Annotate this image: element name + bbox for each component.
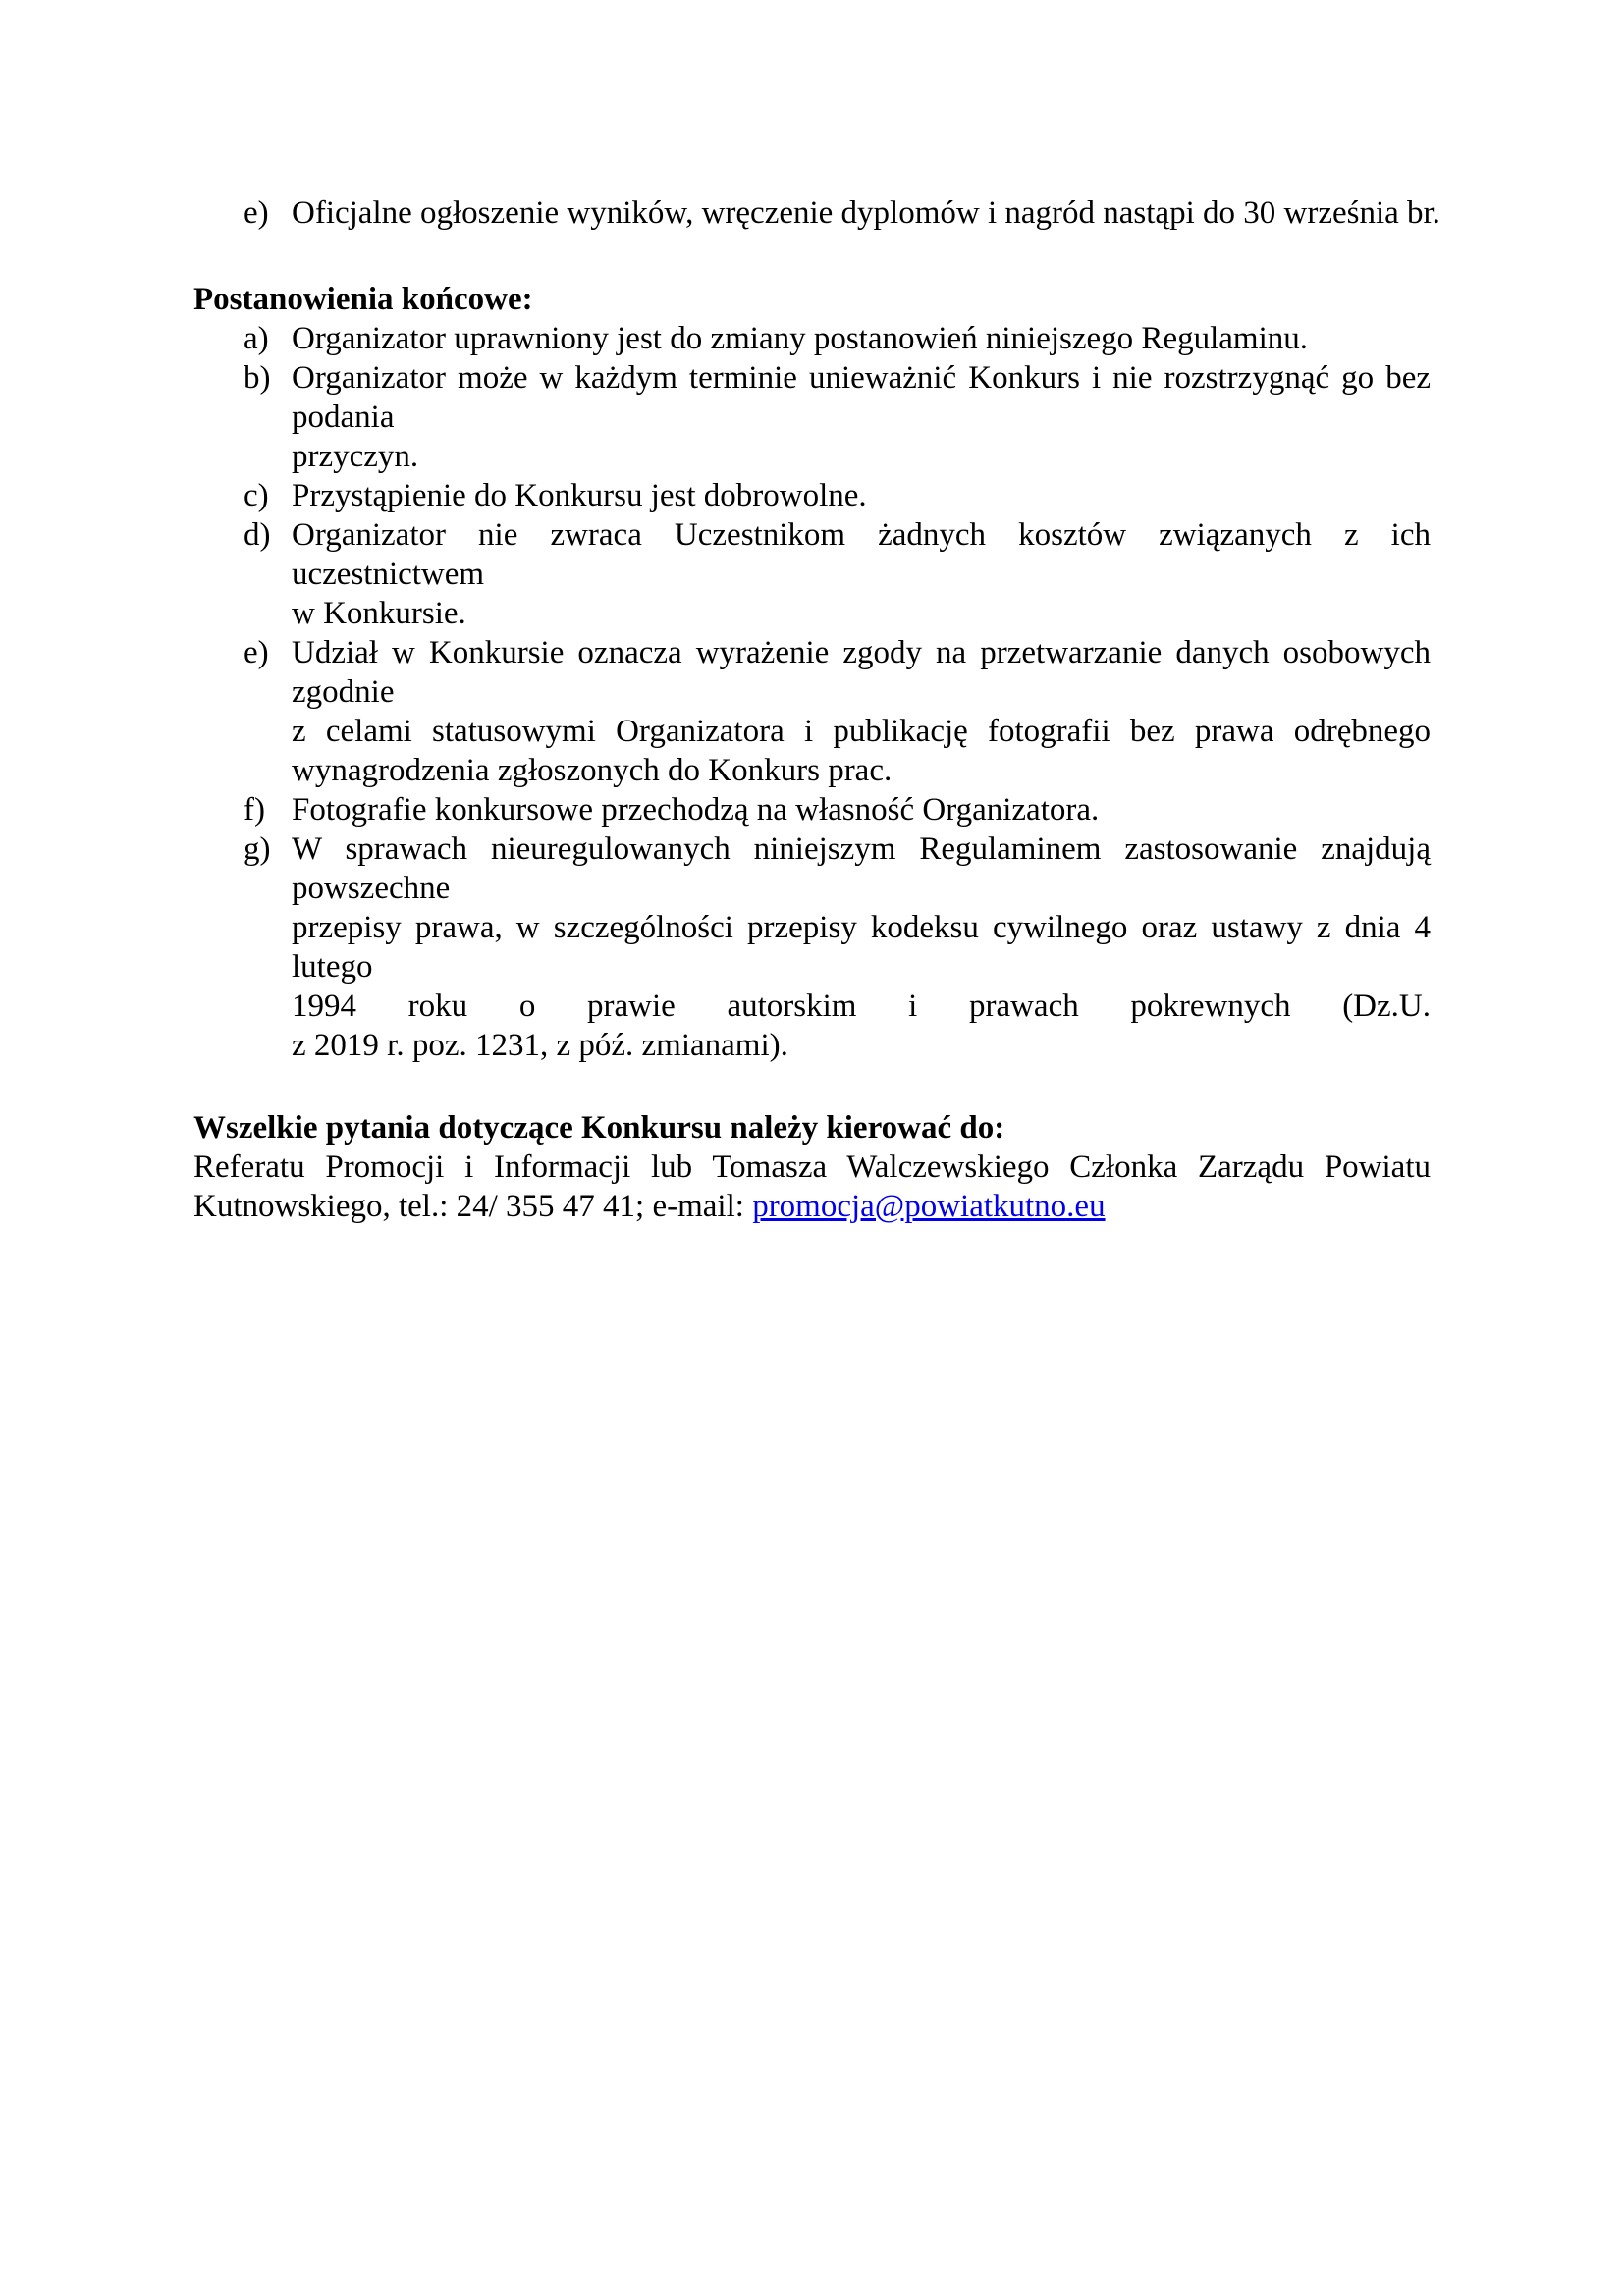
contact-line <box>193 1187 1431 1226</box>
list-item <box>193 476 1431 515</box>
section-heading-contact: Wszelkie pytania dotyczące Konkursu należy kierować do: <box>193 1110 1005 1146</box>
contact-line-prefix: Kutnowskiego, tel.: 24/ 355 47 41; e-mail: <box>193 1189 753 1224</box>
list-item-line: W sprawach nieuregulowanych niniejszym Regulaminem zastosowanie znajdują powszechne <box>292 831 1431 906</box>
list-item <box>193 790 1431 829</box>
list-item <box>193 633 1431 790</box>
list-item <box>193 515 1431 633</box>
list-item-marker: a) <box>244 321 269 356</box>
list-item <box>193 829 1431 1065</box>
document-content <box>193 193 1440 1226</box>
list-item-marker: e) <box>244 195 269 231</box>
list-item-line: Organizator może w każdym terminie unieważnić Konkurs i nie rozstrzygnąć go bez podania <box>292 360 1431 435</box>
list-item-line: Fotografie konkursowe przechodzą na własność Organizatora. <box>292 792 1100 828</box>
list-item-line: z celami statusowymi Organizatora i publikację fotografii bez prawa odrębnego <box>292 714 1431 749</box>
list-item <box>193 319 1431 358</box>
list-item-marker: b) <box>244 360 271 396</box>
list-item-line: wynagrodzenia zgłoszonych do Konkurs prac. <box>292 753 893 788</box>
list-item-marker: g) <box>244 831 271 867</box>
list-item-line: w Konkursie. <box>292 596 466 631</box>
list-item-marker: c) <box>244 478 269 513</box>
list-item-marker: e) <box>244 635 269 670</box>
email-link[interactable]: promocja@powiatkutno.eu <box>752 1189 1106 1224</box>
list-item <box>193 193 1440 233</box>
list-item-marker: f) <box>244 792 265 828</box>
section-heading-final: Postanowienia końcowe: <box>193 282 533 317</box>
list-item-line: Udział w Konkursie oznacza wyrażenie zgody na przetwarzanie danych osobowych zgodnie <box>292 635 1431 710</box>
list-item-line: 1994 roku o prawie autorskim i prawach pokrewnych (Dz.U. <box>292 988 1431 1024</box>
list-item-marker: d) <box>244 517 271 553</box>
list-item-line: przepisy prawa, w szczególności przepisy kodeksu cywilnego oraz ustawy z dnia 4 lutego <box>292 910 1431 985</box>
list-item-line: przyczyn. <box>292 439 419 474</box>
contact-line: Referatu Promocji i Informacji lub Tomasza Walczewskiego Członka Zarządu Powiatu <box>193 1149 1431 1185</box>
list-item <box>193 358 1431 476</box>
list-item-line: Oficjalne ogłoszenie wyników, wręczenie dyplomów i nagród nastąpi do 30 września br. <box>292 195 1440 231</box>
list-item-line: Organizator nie zwraca Uczestnikom żadnych kosztów związanych z ich uczestnictwem <box>292 517 1431 592</box>
list-item-line: Organizator uprawniony jest do zmiany postanowień niniejszego Regulaminu. <box>292 321 1308 356</box>
list-item-line: z 2019 r. poz. 1231, z póź. zmianami). <box>292 1028 788 1063</box>
list-item-line: Przystąpienie do Konkursu jest dobrowolne. <box>292 478 867 513</box>
